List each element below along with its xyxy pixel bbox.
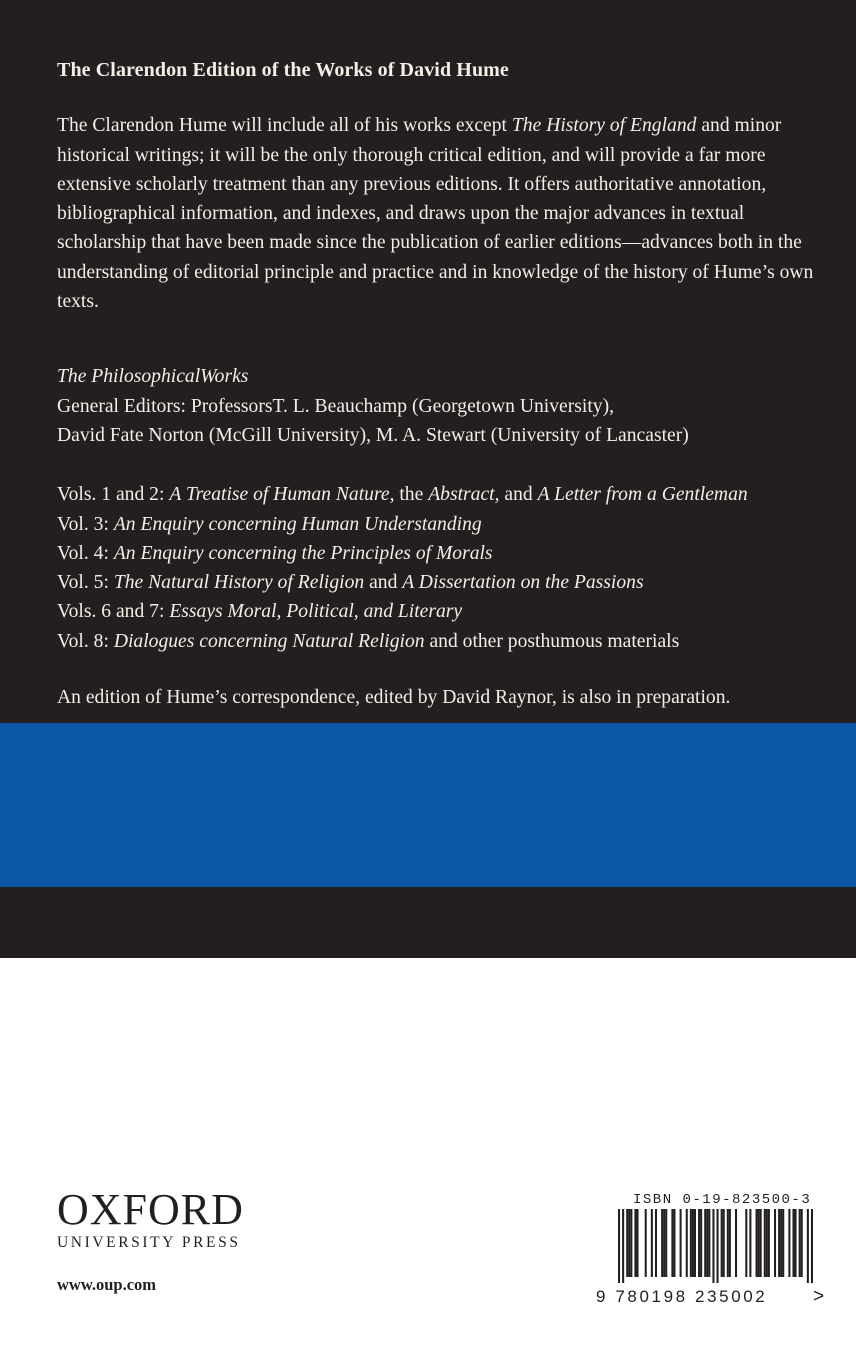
oxford-subtitle: UNIVERSITY PRESS — [57, 1234, 241, 1251]
oxford-logo — [57, 1185, 257, 1252]
volume-label: Vols. 6 and 7: — [57, 601, 170, 623]
volume-item — [57, 568, 827, 597]
volume-title: An Enquiry concerning Human Understanding — [113, 513, 482, 535]
volume-item — [57, 627, 827, 656]
editors-block — [57, 362, 827, 450]
barcode-bar — [807, 1209, 809, 1283]
volume-text: and other posthumous materials — [424, 630, 680, 652]
barcode-bar — [671, 1209, 673, 1277]
editors-line-1: General Editors: ProfessorsT. L. Beauchamp (Georgetown University), — [57, 395, 615, 417]
barcode-bar — [680, 1209, 682, 1277]
publisher-website: www.oup.com — [57, 1275, 157, 1294]
barcode-bar — [735, 1209, 737, 1277]
barcode-bar — [764, 1209, 766, 1277]
barcode-bar — [782, 1209, 784, 1277]
barcode-bar — [712, 1209, 714, 1283]
barcode-bar — [758, 1209, 760, 1277]
barcode-bar — [745, 1209, 747, 1277]
volume-title: The Natural History of Religion — [113, 572, 365, 594]
series-title: The PhilosophicalWorks — [57, 366, 249, 388]
barcode-bar — [799, 1209, 801, 1277]
barcode-bar — [651, 1209, 653, 1277]
correspondence-note: An edition of Hume’s correspondence, edited by David Raynor, is also in preparation. — [57, 687, 731, 709]
barcode-bar — [801, 1209, 803, 1277]
barcode-bar — [792, 1209, 794, 1277]
barcode-bar — [708, 1209, 710, 1277]
barcode-bar — [673, 1209, 675, 1277]
barcode-bar — [774, 1209, 776, 1277]
volume-label: Vol. 8: — [57, 630, 114, 652]
volume-item — [57, 597, 827, 626]
barcode-bar — [729, 1209, 731, 1277]
volume-label: Vol. 3: — [57, 513, 114, 535]
volume-label: Vol. 5: — [57, 572, 114, 594]
series-heading: The Clarendon Edition of the Works of David Hume — [57, 59, 509, 81]
barcode-bar — [811, 1209, 813, 1283]
intro-text-rest: and minor historical writings; it will be the only thorough critical edition, and will provide a far more extensive scholarly treatment than any previous editions. It offers authoritative annotation, bibliographical information, and indexes, and draws upon the major advances in textual scholarship that have been made since the publication of earlier editions—advances both in the understanding of editorial principle and practice and in knowledge of the history of Hume’s own texts. — [57, 115, 814, 313]
barcode-bar — [636, 1209, 638, 1277]
back-cover-text — [57, 56, 827, 712]
volume-title: A Treatise of Human Nature, — [169, 484, 395, 506]
volume-item — [57, 480, 827, 509]
barcode-bar — [721, 1209, 723, 1277]
barcode-bar — [692, 1209, 694, 1277]
barcode-bar — [628, 1209, 630, 1277]
barcode-bar — [717, 1209, 719, 1283]
blue-band — [0, 723, 856, 887]
barcode-bar — [618, 1209, 620, 1283]
volume-list — [57, 480, 827, 656]
barcode-bar — [756, 1209, 758, 1277]
barcode-bar — [727, 1209, 729, 1277]
volume-title: An Enquiry concerning the Principles of Morals — [113, 542, 493, 564]
volume-title: Essays Moral, Political, and Literary — [169, 601, 463, 623]
barcode-bar — [690, 1209, 692, 1277]
editors-line-2: David Fate Norton (McGill University), M. A. Stewart (University of Lancaster) — [57, 424, 689, 446]
barcode-arrow: > — [813, 1286, 825, 1307]
intro-text-start: The Clarendon Hume will include all of his works except — [57, 115, 512, 137]
barcode-bar — [665, 1209, 667, 1277]
isbn-label: ISBN 0-19-823500-3 — [633, 1192, 812, 1208]
barcode-bar — [622, 1209, 624, 1283]
volume-label: Vol. 4: — [57, 542, 114, 564]
barcode-bar — [626, 1209, 628, 1277]
barcode-bar — [645, 1209, 647, 1277]
barcode-bar — [698, 1209, 700, 1277]
barcode-bar — [634, 1209, 636, 1277]
volume-item — [57, 539, 827, 568]
barcode-bar — [694, 1209, 696, 1277]
barcode-bar — [788, 1209, 790, 1277]
volume-text: the — [394, 484, 429, 506]
volume-title: Dialogues concerning Natural Religion — [113, 630, 425, 652]
barcode-bar — [780, 1209, 782, 1277]
barcode-bar — [661, 1209, 663, 1277]
intro-italic-title: The History of England — [511, 115, 697, 137]
barcode-bar — [766, 1209, 768, 1277]
barcode-digits: 9 780198 235002 — [596, 1287, 768, 1306]
barcode-bar — [749, 1209, 751, 1277]
volume-item — [57, 510, 827, 539]
barcode-bar — [795, 1209, 797, 1277]
barcode-bar — [663, 1209, 665, 1277]
barcode-bar — [630, 1209, 632, 1277]
volume-title: Abstract, — [428, 484, 500, 506]
barcode-bar — [778, 1209, 780, 1277]
barcode — [618, 1209, 813, 1283]
barcode-bar — [704, 1209, 706, 1277]
barcode-bar — [760, 1209, 762, 1277]
intro-paragraph — [57, 111, 827, 316]
volume-title: A Dissertation on the Passions — [402, 572, 644, 594]
volume-label: Vols. 1 and 2: — [57, 484, 170, 506]
volume-title: A Letter from a Gentleman — [537, 484, 748, 506]
barcode-bar — [655, 1209, 657, 1277]
barcode-bar — [700, 1209, 702, 1277]
barcode-bar — [686, 1209, 688, 1277]
barcode-bar — [723, 1209, 725, 1277]
barcode-bar — [706, 1209, 708, 1277]
volume-text: and — [499, 484, 538, 506]
barcode-bar — [768, 1209, 770, 1277]
oxford-wordmark: OXFORD — [57, 1185, 244, 1234]
volume-text: and — [364, 572, 403, 594]
